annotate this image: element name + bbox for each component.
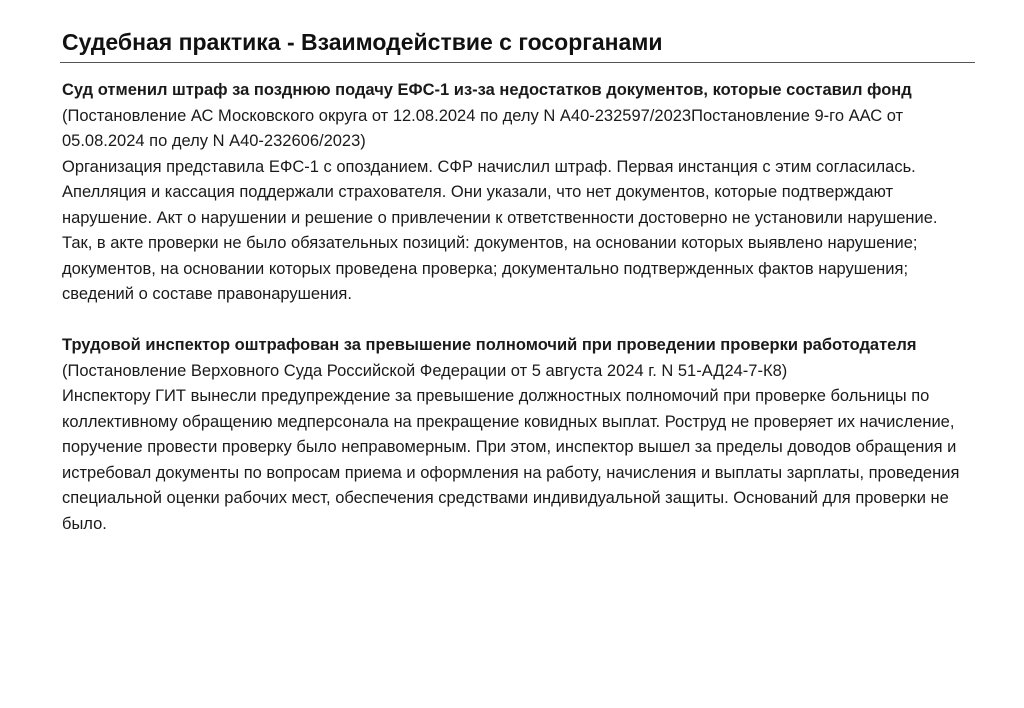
- title-divider: [60, 62, 975, 63]
- content-area: [62, 78, 962, 537]
- case-title: Трудовой инспектор оштрафован за превышение полномочий при проведении проверки работодателя: [62, 336, 917, 354]
- case-item: [62, 78, 962, 308]
- case-body: Организация представила ЕФС-1 с опозданием. СФР начислил штраф. Первая инстанция с этим согласилась. Апелляция и кассация поддержали страхователя. Они указали, что нет документов, которые подтверждают нарушение. Акт о нарушении и решение о привлечении к ответственности достоверно не установили нарушение. Так, в акте проверки не было обязательных позиций: документов, на основании которых выявлено нарушение; документов, на основании которых проведена проверка; документально подтвержденных фактов нарушения; сведений о составе правонарушения.: [62, 157, 938, 303]
- case-reference: (Постановление Верховного Суда Российской Федерации от 5 августа 2024 г. N 51-АД24-7-К8): [62, 361, 788, 380]
- case-item: [62, 333, 962, 537]
- page-title: Судебная практика - Взаимодействие с госорганами: [62, 29, 663, 55]
- case-body: Инспектору ГИТ вынесли предупреждение за превышение должностных полномочий при проверке больницы по коллективному обращению медперсонала на прекращение ковидных выплат. Роструд не проверяет их начисление, поручение провести проверку было неправомерным. При этом, инспектор вышел за пределы доводов обращения и истребовал документы по вопросам приема и оформления на работу, начисления и выплаты зарплаты, проведения специальной оценки рабочих мест, обеспечения средствами индивидуальной защиты. Оснований для проверки не было.: [62, 387, 960, 533]
- case-title: Суд отменил штраф за позднюю подачу ЕФС-1 из-за недостатков документов, которые составил фонд: [62, 81, 912, 99]
- case-reference: (Постановление АС Московского округа от 12.08.2024 по делу N А40-232597/2023Постановление 9-го ААС от 05.08.2024 по делу N А40-232606/2023): [62, 106, 904, 150]
